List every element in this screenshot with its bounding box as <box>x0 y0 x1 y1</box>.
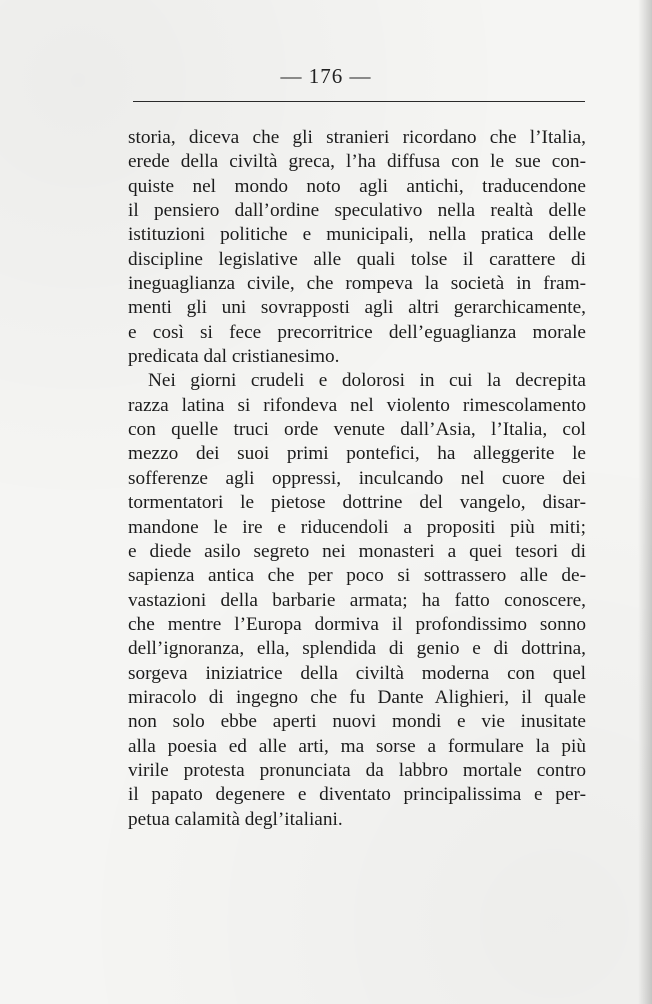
page-number: — 176 — <box>280 64 372 88</box>
text-line: dell’ignoranza, ella, splendida di genio e di dottrina, <box>128 638 586 660</box>
text-line: istituzioni politiche e municipali, nella pratica delle <box>128 224 586 246</box>
text-line: quiste nel mondo noto agli antichi, traducendone <box>128 175 586 197</box>
text-line: erede della civiltà greca, l’ha diffusa con le sue con- <box>128 151 586 173</box>
text-line: miracolo di ingegno che fu Dante Alighieri, il quale <box>128 686 586 708</box>
paragraph-1 <box>128 126 586 369</box>
text-line: discipline legislative alle quali tolse il carattere di <box>128 248 586 270</box>
text-line: sofferenze agli oppressi, inculcando nel cuore dei <box>128 467 586 489</box>
text-line: e così si fece precorritrice dell’eguaglianza morale <box>128 321 586 343</box>
text-line: Nei giorni crudeli e dolorosi in cui la decrepita <box>148 370 586 392</box>
text-line: petua calamità degl’italiani. <box>128 808 343 830</box>
text-line: vastazioni della barbarie armata; ha fatto conoscere, <box>128 589 586 611</box>
header-rule <box>133 101 585 102</box>
text-line: il papato degenere e diventato principalissima e per- <box>128 784 586 806</box>
text-line: alla poesia ed alle arti, ma sorse a formulare la più <box>128 735 586 757</box>
page-edge-shadow <box>638 0 652 1004</box>
text-line: ineguaglianza civile, che rompeva la società in fram- <box>128 273 586 295</box>
text-line: che mentre l’Europa dormiva il profondissimo sonno <box>128 613 586 635</box>
text-line: il pensiero dall’ordine speculativo nella realtà delle <box>128 200 586 222</box>
text-line: mezzo dei suoi primi pontefici, ha alleggerite le <box>128 443 586 465</box>
text-line: con quelle truci orde venute dall’Asia, l’Italia, col <box>128 419 586 441</box>
text-line: e diede asilo segreto nei monasteri a quei tesori di <box>128 540 586 562</box>
text-line: sorgeva iniziatrice della civiltà moderna con quel <box>128 662 586 684</box>
text-line: menti gli uni sovrapposti agli altri gerarchicamente, <box>128 297 586 319</box>
text-line: non solo ebbe aperti nuovi mondi e vie inusitate <box>128 711 586 733</box>
text-line: tormentatori le pietose dottrine del vangelo, disar- <box>128 492 586 514</box>
text-line: storia, diceva che gli stranieri ricordano che l’Italia, <box>128 127 586 148</box>
paragraph-2 <box>128 369 586 832</box>
text-line: mandone le ire e riducendoli a propositi più miti; <box>128 516 586 538</box>
body-text <box>128 126 586 832</box>
text-line: sapienza antica che per poco si sottrassero alle de- <box>128 565 586 587</box>
text-line: predicata dal cristianesimo. <box>128 346 340 368</box>
text-line: virile protesta pronunciata da labbro mortale contro <box>128 759 586 781</box>
text-line: razza latina si rifondeva nel violento rimescolamento <box>128 394 586 416</box>
